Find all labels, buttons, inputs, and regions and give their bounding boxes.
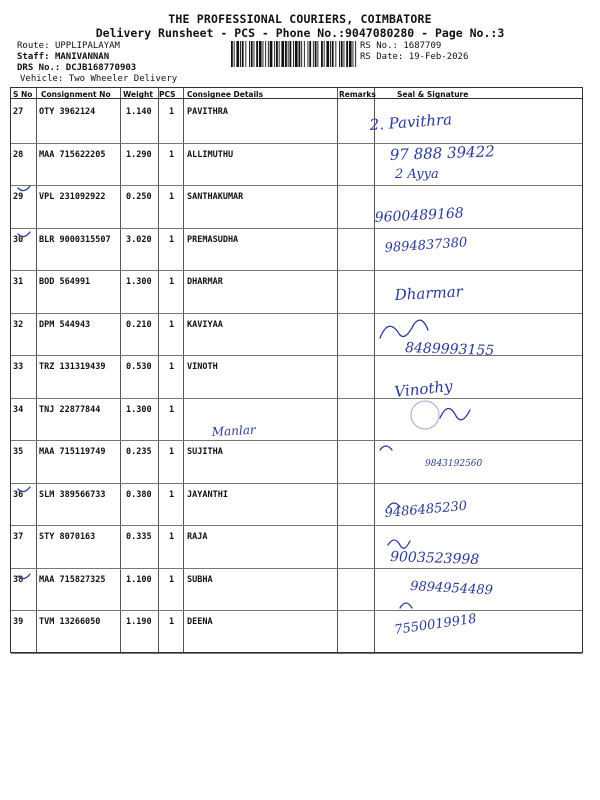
table-row bbox=[11, 100, 582, 143]
route-value: UPPLIPALAYAM bbox=[54, 41, 120, 51]
cell-consignment: DPM 544943 bbox=[39, 319, 91, 330]
barcode-bar bbox=[281, 41, 284, 67]
barcode-bar bbox=[268, 41, 269, 67]
cell-sno: 32 bbox=[13, 319, 24, 330]
cell-sno: 37 bbox=[13, 532, 24, 542]
rs-date-value: 19-Feb-2026 bbox=[408, 52, 469, 62]
drs-value: DCJB168770903 bbox=[65, 63, 137, 73]
barcode-bar bbox=[315, 41, 317, 67]
barcode-bar bbox=[288, 41, 289, 67]
cell-pcs: 1 bbox=[169, 574, 175, 585]
barcode-bar bbox=[326, 41, 329, 67]
cell-consignee: PREMASUDHA bbox=[187, 234, 239, 245]
phone-30: 9894837380 bbox=[384, 235, 468, 256]
barcode-bar bbox=[341, 41, 343, 67]
cell-weight: 1.100 bbox=[126, 574, 152, 585]
barcode-bar bbox=[279, 41, 280, 67]
barcode-bar bbox=[317, 41, 318, 67]
vehicle-line: Vehicle: Two Wheeler Delivery bbox=[20, 74, 178, 84]
phone-32: 8489993155 bbox=[404, 340, 495, 360]
document-subtitle: Delivery Runsheet - PCS - Phone No.:9047080280 - Page No.:3 bbox=[95, 26, 505, 40]
cell-pcs: 1 bbox=[169, 362, 175, 372]
cell-consignment: VPL 231092922 bbox=[39, 192, 106, 202]
table-row bbox=[11, 355, 582, 398]
col-remarks: Remarks bbox=[339, 90, 376, 99]
cell-sno: 30 bbox=[13, 234, 24, 245]
phone-29: 9600489168 bbox=[374, 205, 465, 226]
route-line: Route: UPPLIPALAYAM bbox=[17, 41, 120, 51]
cell-consignment: TVM 13266050 bbox=[39, 617, 101, 627]
barcode-bar bbox=[236, 41, 239, 67]
col-consignee: Consignee Details bbox=[187, 90, 264, 99]
table-row bbox=[11, 568, 582, 611]
barcode-bar bbox=[290, 41, 292, 67]
barcode-bar bbox=[353, 41, 354, 67]
staff-value: MANIVANNAN bbox=[54, 52, 110, 62]
barcode-bar bbox=[245, 41, 246, 67]
cell-pcs: 1 bbox=[169, 277, 175, 287]
cell-weight: 0.235 bbox=[126, 447, 152, 457]
cell-sno: 29 bbox=[13, 192, 24, 202]
cell-consignee: KAVIYAA bbox=[187, 319, 223, 330]
barcode-bar bbox=[346, 41, 348, 67]
barcode-bar bbox=[295, 41, 298, 67]
cell-weight: 1.290 bbox=[126, 149, 152, 160]
table-row bbox=[11, 525, 582, 568]
cell-consignee: SUBHA bbox=[187, 574, 213, 585]
cell-pcs: 1 bbox=[169, 319, 175, 330]
cell-pcs: 1 bbox=[169, 617, 175, 627]
runsheet-table bbox=[10, 87, 583, 653]
cell-consignee: SUJITHA bbox=[187, 447, 223, 457]
row-divider bbox=[11, 653, 582, 654]
cell-consignee: VINOTH bbox=[187, 362, 218, 372]
document-title: THE PROFESSIONAL COURIERS, COIMBATORE bbox=[168, 12, 432, 26]
cell-sno: 27 bbox=[13, 107, 24, 117]
signature-28: 2 Ayya bbox=[395, 167, 439, 182]
cell-weight: 1.300 bbox=[126, 277, 152, 287]
barcode-bar bbox=[335, 41, 336, 67]
col-pcs: PCS bbox=[159, 90, 176, 99]
signature-31: Dharmar bbox=[394, 282, 464, 304]
cell-consignee: PAVITHRA bbox=[187, 107, 228, 117]
phone-35: 9843192560 bbox=[425, 459, 483, 469]
cell-consignee: ALLIMUTHU bbox=[187, 149, 234, 160]
cell-consignment: TRZ 131319439 bbox=[39, 362, 106, 372]
cell-sno: 35 bbox=[13, 447, 24, 457]
barcode bbox=[231, 41, 357, 67]
cell-pcs: 1 bbox=[169, 447, 175, 457]
cell-sno: 34 bbox=[13, 404, 24, 415]
phone-28: 97 888 39422 bbox=[389, 142, 496, 164]
barcode-bar bbox=[265, 41, 266, 67]
cell-pcs: 1 bbox=[169, 234, 175, 245]
cell-pcs: 1 bbox=[169, 404, 175, 415]
barcode-bar bbox=[299, 41, 301, 67]
signature-33: Vinothy bbox=[393, 376, 454, 401]
cell-weight: 3.020 bbox=[126, 234, 152, 245]
barcode-bar bbox=[293, 41, 294, 67]
cell-pcs: 1 bbox=[169, 489, 175, 500]
cell-sno: 33 bbox=[13, 362, 24, 372]
table-row bbox=[11, 610, 582, 653]
table-row bbox=[11, 270, 582, 313]
cell-weight: 0.210 bbox=[126, 319, 152, 330]
cell-consignee: DEENA bbox=[187, 617, 213, 627]
barcode-bar bbox=[285, 41, 287, 67]
barcode-bar bbox=[242, 41, 244, 67]
cell-consignment: MAA 715827325 bbox=[39, 574, 106, 585]
table-row bbox=[11, 483, 582, 526]
cell-sno: 31 bbox=[13, 277, 24, 287]
cell-consignment: TNJ 22877844 bbox=[39, 404, 101, 415]
vehicle-value: Two Wheeler Delivery bbox=[68, 74, 178, 84]
cell-sno: 39 bbox=[13, 617, 24, 627]
cell-pcs: 1 bbox=[169, 107, 175, 117]
cell-consignee: JAYANTHI bbox=[187, 489, 228, 500]
col-weight: Weight bbox=[123, 90, 153, 99]
barcode-bar bbox=[259, 41, 262, 67]
staff-line: Staff: MANIVANNAN bbox=[17, 52, 110, 62]
barcode-bar bbox=[304, 41, 305, 67]
cell-weight: 1.140 bbox=[126, 107, 152, 117]
drs-line: DRS No.: DCJB168770903 bbox=[17, 63, 137, 73]
col-sno: S No bbox=[13, 90, 33, 99]
cell-sno: 38 bbox=[13, 574, 24, 585]
table-row bbox=[11, 398, 582, 441]
barcode-bar bbox=[263, 41, 264, 67]
cell-consignment: MAA 715119749 bbox=[39, 447, 106, 457]
phone-39: 7550019918 bbox=[393, 611, 478, 638]
barcode-bar bbox=[324, 41, 325, 67]
barcode-bar bbox=[330, 41, 331, 67]
table-row bbox=[11, 143, 582, 186]
barcode-bar bbox=[274, 41, 275, 67]
barcode-bar bbox=[321, 41, 323, 67]
cell-weight: 1.300 bbox=[126, 404, 152, 415]
cell-weight: 0.250 bbox=[126, 192, 152, 202]
phone-36: 9486485230 bbox=[384, 498, 468, 521]
cell-weight: 0.335 bbox=[126, 532, 152, 542]
cell-consignee: DHARMAR bbox=[187, 277, 223, 287]
table-row bbox=[11, 313, 582, 356]
barcode-bar bbox=[270, 41, 273, 67]
phone-37: 9003523998 bbox=[389, 549, 480, 569]
barcode-bar bbox=[313, 41, 314, 67]
table-row bbox=[11, 440, 582, 483]
rs-no-line: RS No.: 1687709 bbox=[360, 41, 442, 51]
cell-weight: 0.380 bbox=[126, 489, 152, 500]
table-row bbox=[11, 228, 582, 271]
barcode-bar bbox=[276, 41, 278, 67]
cell-consignment: STY 8070163 bbox=[39, 532, 96, 542]
phone-38: 9894954489 bbox=[409, 579, 494, 599]
cell-consignment: BOD 564991 bbox=[39, 277, 91, 287]
col-consignment: Consignment No bbox=[41, 90, 111, 99]
barcode-bar bbox=[251, 41, 253, 67]
barcode-bar bbox=[254, 41, 255, 67]
cell-weight: 1.190 bbox=[126, 617, 152, 627]
barcode-bar bbox=[332, 41, 334, 67]
rs-date-line: RS Date: 19-Feb-2026 bbox=[360, 52, 469, 62]
rs-no-value: 1687709 bbox=[403, 41, 442, 51]
barcode-bar bbox=[234, 41, 235, 67]
barcode-bar bbox=[344, 41, 345, 67]
cell-consignment: SLM 389566733 bbox=[39, 489, 106, 500]
cell-pcs: 1 bbox=[169, 532, 175, 542]
barcode-bar bbox=[309, 41, 311, 67]
barcode-bar bbox=[349, 41, 352, 67]
cell-sno: 28 bbox=[13, 149, 24, 160]
signature-27: 2. Pavithra bbox=[369, 110, 453, 134]
barcode-bar bbox=[256, 41, 258, 67]
barcode-bar bbox=[240, 41, 241, 67]
cell-sno: 36 bbox=[13, 489, 24, 500]
cell-consignment: MAA 715622205 bbox=[39, 149, 106, 160]
barcode-bar bbox=[231, 41, 233, 67]
cell-consignee: RAJA bbox=[187, 532, 208, 542]
table-row bbox=[11, 185, 582, 228]
cell-consignee: SANTHAKUMAR bbox=[187, 192, 244, 202]
col-seal-signature: Seal & Signature bbox=[397, 90, 469, 99]
barcode-bar bbox=[308, 41, 309, 67]
cell-pcs: 1 bbox=[169, 149, 175, 160]
cell-weight: 0.530 bbox=[126, 362, 152, 372]
cell-pcs: 1 bbox=[169, 192, 175, 202]
note-34: Manlar bbox=[211, 422, 257, 439]
barcode-bar bbox=[301, 41, 302, 67]
barcode-bar bbox=[249, 41, 250, 67]
barcode-bar bbox=[355, 41, 356, 67]
barcode-bar bbox=[339, 41, 340, 67]
cell-consignment: OTY 3962124 bbox=[39, 107, 96, 117]
cell-consignment: BLR 9000315507 bbox=[39, 234, 111, 245]
